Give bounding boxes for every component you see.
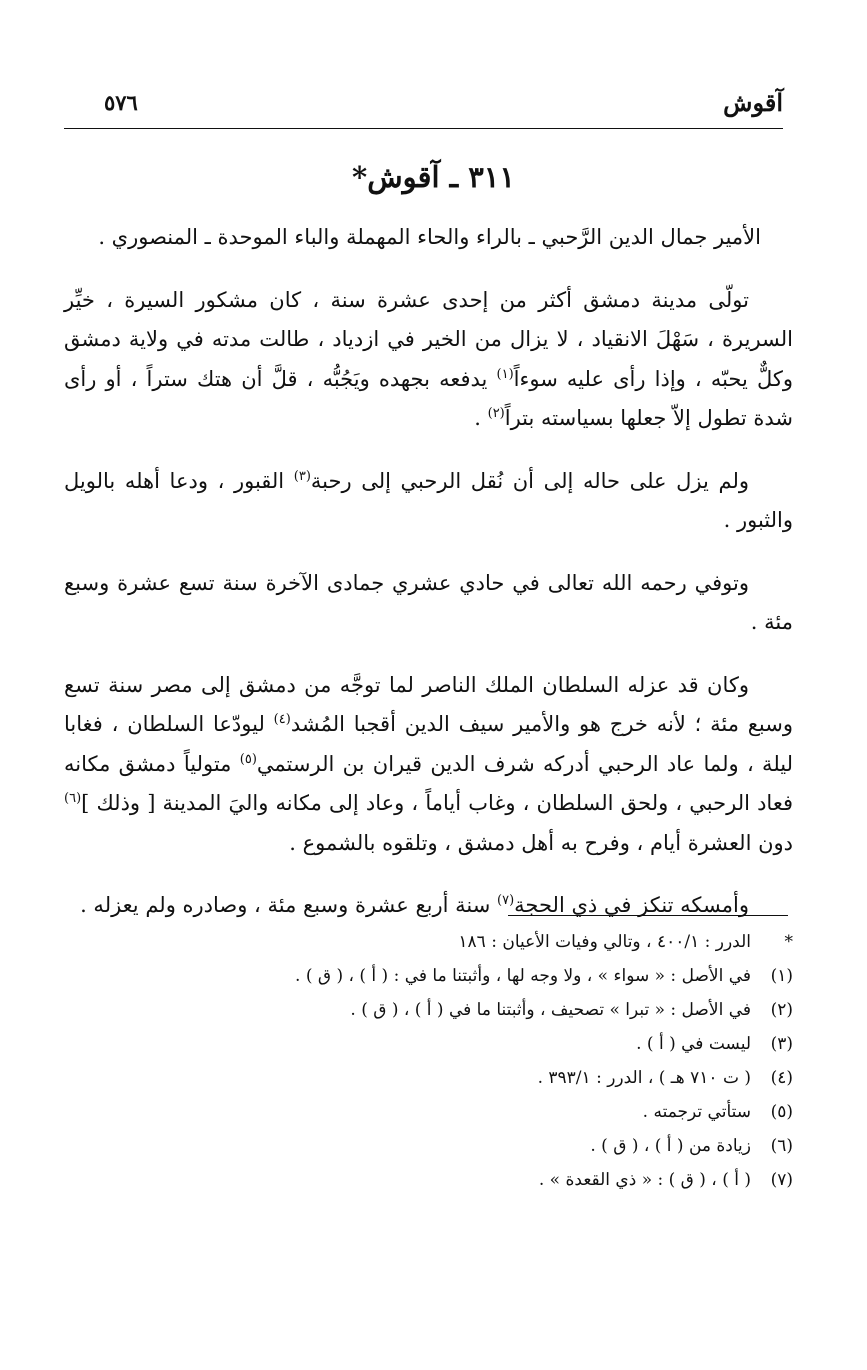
footnote: [64, 1129, 793, 1163]
entry-title: ٣١١ ـ آقوش*: [352, 160, 515, 194]
page-number: ٥٧٦: [104, 90, 138, 115]
footnote-marker: (٧): [770, 1170, 793, 1190]
footnote: [64, 993, 793, 1027]
paragraph-2: [64, 281, 793, 439]
footnote-text: ستأتي ترجمته .: [642, 1102, 751, 1122]
footnote: [64, 1163, 793, 1197]
text-run: وأمسكه تنكز في ذي الحجة: [514, 893, 749, 917]
footnote: [64, 1095, 793, 1129]
paragraph-3: [64, 462, 793, 541]
footnote-ref-5: (٥): [239, 751, 257, 767]
footnote-ref-6: (٦): [64, 791, 82, 806]
text-run: .: [474, 406, 488, 430]
paragraph-5: [64, 666, 793, 864]
footnote-marker: *: [784, 932, 793, 952]
footnote-ref-3: (٣): [293, 468, 311, 484]
footnote-marker: (٣): [770, 1034, 793, 1054]
text-run: يدفعه بجهده ويَجُبُّه ، قلَّ أن هتك ستراً ، أو رأى شدة تطول إلاّ جعلها بسياسته بتراً: [64, 366, 793, 430]
page-header: [64, 88, 783, 129]
text-run: القبور ، ودعا أهله بالويل والثبور .: [64, 468, 793, 532]
paragraph-6: [64, 886, 793, 926]
footnote: [64, 1061, 793, 1095]
footnote-marker: (٢): [770, 1000, 793, 1020]
footnote-ref-1: (١): [496, 366, 514, 382]
text-run: تولّى مدينة دمشق أكثر من إحدى عشرة سنة ، كان مشكور السيرة ، خيِّر السريرة ، سَهْلَ الانقياد ، لا يزال من الخير في ازدياد ، طالت مدته في ولاية دمشق وكلٌّ يحبّه ، وإذا رأى عليه سوءاً: [64, 287, 793, 391]
footnote-ref-7: (٧): [497, 893, 515, 908]
footnote-text: ( ت ٧١٠ هـ ) ، الدرر : ٣٩٣/١ .: [537, 1068, 751, 1088]
footnote-text: ( أ ) ، ( ق ) : « ذي القعدة » .: [538, 1170, 751, 1190]
footnote-marker: (١): [770, 966, 793, 986]
footnote: [64, 925, 793, 959]
footnote-marker: (٥): [770, 1102, 793, 1122]
footnote-separator: [508, 915, 788, 916]
footnote-text: زيادة من ( أ ) ، ( ق ) .: [590, 1136, 751, 1156]
footnote-marker: (٦): [770, 1136, 793, 1156]
footnote: [64, 959, 793, 993]
footnote-text: ليست في ( أ ) .: [636, 1034, 751, 1054]
footnote-marker: (٤): [770, 1068, 793, 1088]
intro-paragraph: الأمير جمال الدين الرَّحبي ـ بالراء والحاء المهملة والباء الموحدة ـ المنصوري .: [98, 225, 761, 249]
text-run: سنة أربع عشرة وسبع مئة ، وصادره ولم يعزله .: [80, 893, 498, 917]
text-run: دون العشرة أيام ، وفرح به أهل دمشق ، وتلقوه بالشموع .: [289, 830, 793, 855]
footnote: [64, 1027, 793, 1061]
text-run: ليودّعا السلطان ، فغابا ليلة ، ولما عاد الرحبي أدركه شرف الدين قيران بن الرستمي: [64, 712, 794, 776]
footnote-text: في الأصل : « تبرا » تصحيف ، وأثبتنا ما في ( أ ) ، ( ق ) .: [350, 1000, 751, 1020]
paragraph-4: وتوفي رحمه الله تعالى في حادي عشري جمادى الآخرة سنة تسع عشرة وسبع مئة .: [64, 570, 793, 634]
text-run: ولم يزل على حاله إلى أن نُقل الرحبي إلى رحبة: [310, 468, 749, 493]
footnote-ref-4: (٤): [273, 712, 291, 727]
footnote-ref-2: (٢): [487, 406, 505, 421]
footnote-text: الدرر : ٤٠٠/١ ، وتالي وفيات الأعيان : ١٨٦: [458, 932, 751, 952]
footnotes: [64, 925, 793, 1197]
running-head: آقوش: [723, 88, 783, 117]
footnote-text: في الأصل : « سواء » ، ولا وجه لها ، وأثبتنا ما في : ( أ ) ، ( ق ) .: [295, 966, 751, 986]
text-run: متولياً دمشق مكانه فعاد الرحبي ، ولحق السلطان ، وغاب أياماً ، وعاد إلى مكانه واليَ المدينة [ وذلك ]: [64, 751, 793, 815]
entry-body: [64, 218, 793, 949]
text-run: وكان قد عزله السلطان الملك الناصر لما توجَّه من دمشق إلى مصر سنة تسع وسبع مئة ؛ لأنه خرج هو والأمير سيف الدين أقجبا المُشد: [64, 672, 794, 736]
